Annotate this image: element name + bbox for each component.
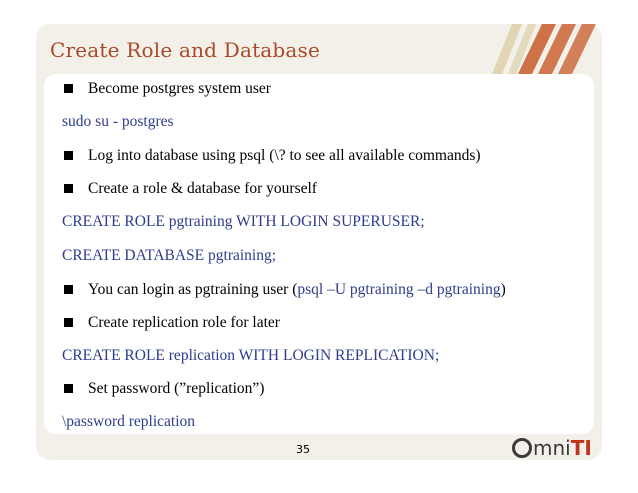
code-line: CREATE DATABASE pgtraining; [62,247,277,264]
logo-text-part1: mni [533,436,571,460]
bullet-text [88,281,506,299]
bullet-text-after: ) [500,281,506,298]
code-line: sudo su - postgres [62,113,174,130]
code-line: CREATE ROLE replication WITH LOGIN REPLICATION; [62,347,440,364]
bullet-text: Log into database using psql (\? to see all available commands) [88,147,481,164]
bullet-text: Set password (”replication”) [88,380,265,397]
decorative-stripes-icon [472,24,602,74]
inline-code: psql –U pgtraining –d pgtraining [297,281,501,298]
logo-o-icon [512,438,532,458]
code-line: \password replication [62,413,196,430]
bullet-square-icon [64,384,73,393]
bullet-text: Create a role & database for yourself [88,180,317,197]
bullet-square-icon [64,285,73,294]
logo-text-part2: TI [570,436,592,460]
bullet-text-before: You can login as pgtraining user ( [88,281,298,298]
bullet-text: Create replication role for later [88,314,280,331]
bullet-text: Become postgres system user [88,80,271,97]
code-line: CREATE ROLE pgtraining WITH LOGIN SUPERUSER; [62,213,425,230]
slide-title: Create Role and Database [50,38,321,62]
page-number: 35 [296,443,310,456]
bullet-square-icon [64,84,73,93]
bullet-square-icon [64,184,73,193]
bullet-square-icon [64,318,73,327]
bullet-square-icon [64,151,73,160]
omniti-logo [512,436,592,460]
